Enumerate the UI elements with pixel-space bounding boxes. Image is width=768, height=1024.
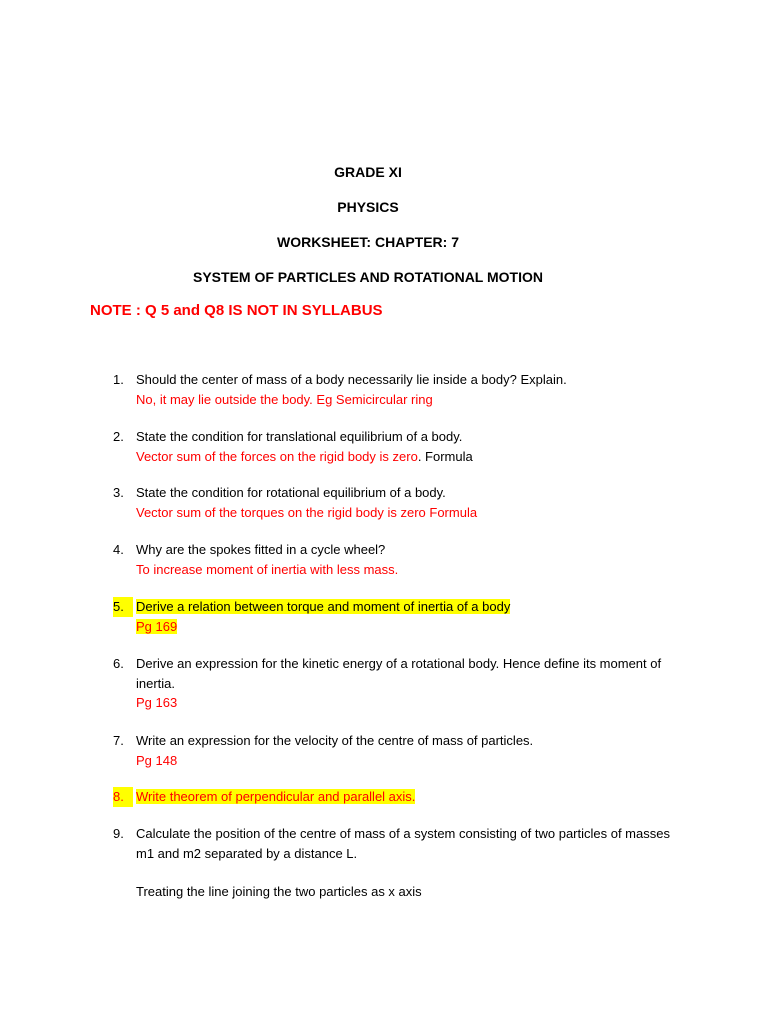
- question-text: Should the center of mass of a body necessarily lie inside a body? Explain.: [136, 372, 567, 387]
- grade-heading: GRADE XI: [334, 164, 402, 180]
- question-number: 1.: [113, 372, 124, 387]
- question-text: Calculate the position of the centre of mass of a system consisting of two particles of masses m1 and m2 separated by a distance L.: [136, 826, 670, 861]
- topic-heading: SYSTEM OF PARTICLES AND ROTATIONAL MOTION: [193, 269, 543, 285]
- answer-line: [136, 617, 673, 637]
- answer-text: Pg 169: [136, 618, 178, 634]
- question-item: [113, 824, 673, 902]
- question-item: [113, 731, 673, 770]
- question-note: Treating the line joining the two particles as x axis: [136, 884, 422, 899]
- question-item: [113, 427, 673, 466]
- question-text: Write an expression for the velocity of the centre of mass of particles.: [136, 733, 534, 748]
- answer-suffix: . Formula: [417, 448, 473, 464]
- question-text: Why are the spokes fitted in a cycle wheel?: [136, 542, 386, 557]
- question-text: State the condition for rotational equilibrium of a body.: [136, 485, 446, 500]
- answer-line: [136, 447, 673, 467]
- syllabus-note: NOTE : Q 5 and Q8 IS NOT IN SYLLABUS: [90, 302, 383, 319]
- answer-text: Pg 163: [136, 695, 178, 710]
- question-item: [113, 654, 673, 713]
- question-number: 9.: [113, 826, 124, 841]
- answer-text: To increase moment of inertia with less mass.: [136, 561, 399, 577]
- question-line: [136, 787, 673, 807]
- question-text: Derive a relation between torque and moment of inertia of a body: [136, 599, 511, 614]
- question-number: 8.: [113, 787, 133, 807]
- question-number: 4.: [113, 542, 124, 557]
- question-text: State the condition for translational equilibrium of a body.: [136, 429, 463, 444]
- question-item-highlighted: [113, 787, 673, 807]
- answer-text: No, it may lie outside the body. Eg Semicircular ring: [136, 391, 433, 407]
- question-number: 6.: [113, 656, 124, 671]
- question-number: 7.: [113, 733, 124, 748]
- question-item: [113, 540, 673, 579]
- question-line: [136, 597, 673, 617]
- question-number: 3.: [113, 485, 124, 500]
- question-item-highlighted: [113, 597, 673, 636]
- question-number: 5.: [113, 597, 133, 617]
- answer-text: Vector sum of the torques on the rigid body is zero Formula: [136, 504, 478, 520]
- answer-text: Pg 148: [136, 752, 178, 768]
- question-number: 2.: [113, 429, 124, 444]
- answer-text: Vector sum of the forces on the rigid body is zero: [136, 448, 418, 464]
- question-text: Derive an expression for the kinetic energy of a rotational body. Hence define its moment of inertia.: [136, 656, 662, 691]
- subject-heading: PHYSICS: [337, 199, 399, 215]
- question-text: Write theorem of perpendicular and parallel axis.: [136, 789, 416, 804]
- question-item: [113, 483, 673, 522]
- question-item: [113, 370, 673, 409]
- worksheet-heading: WORKSHEET: CHAPTER: 7: [276, 234, 459, 250]
